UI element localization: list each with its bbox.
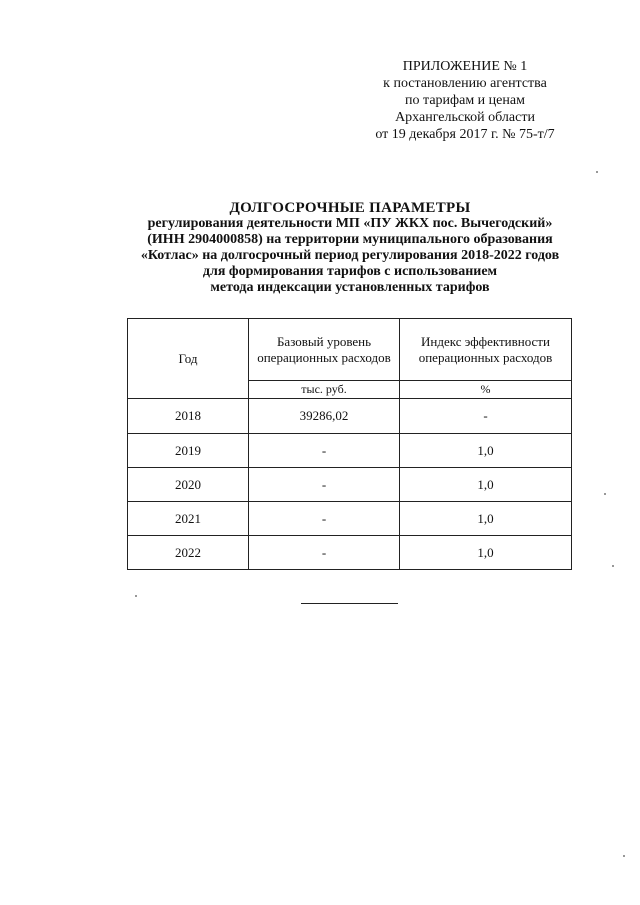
title-line-5: для формирования тарифов с использованием [202,264,498,279]
title-line-2: регулирования деятельности МП «ПУ ЖКХ пос. Вычегодский» [147,216,553,231]
closing-divider-line [301,603,398,604]
header-efficiency-line1: Индекс эффективности [421,333,550,349]
appendix-region-line: Архангельской области [395,110,535,125]
cell-base: - [249,434,400,468]
appendix-ref-line: к постановлению агентства [383,76,547,91]
header-base-line1: Базовый уровень [276,333,372,349]
document-title [100,200,600,296]
cell-year: 2019 [128,434,249,468]
table-header-row [128,319,572,381]
appendix-number: ПРИЛОЖЕНИЕ № 1 [402,59,528,74]
cell-year: 2021 [128,502,249,536]
unit-base-level: тыс. руб. [249,381,400,399]
cell-index: 1,0 [400,536,572,570]
cell-index: - [400,399,572,434]
header-year-label: Год [178,350,198,366]
cell-base: - [249,536,400,570]
cell-year: 2022 [128,536,249,570]
table-row [128,468,572,502]
cell-base: - [249,468,400,502]
cell-index: 1,0 [400,502,572,536]
title-line-4: «Котлас» на долгосрочный период регулирования 2018-2022 годов [140,248,560,263]
header-efficiency-index [400,319,572,381]
table-row [128,434,572,468]
scan-speck [623,855,625,857]
cell-year: 2018 [128,399,249,434]
appendix-header [350,58,580,143]
header-year [128,319,249,399]
cell-year: 2020 [128,468,249,502]
title-line-3: (ИНН 2904000858) на территории муниципального образования [147,232,553,247]
parameters-table [127,318,572,570]
scan-speck [596,171,598,173]
table-row [128,536,572,570]
header-base-level [249,319,400,381]
title-line-6: метода индексации установленных тарифов [210,280,490,295]
scan-speck [612,565,614,567]
table-row [128,399,572,434]
appendix-agency-line: по тарифам и ценам [405,93,525,108]
unit-efficiency: % [400,381,572,399]
header-efficiency-line2: операционных расходов [418,349,553,365]
title-main: ДОЛГОСРОЧНЫЕ ПАРАМЕТРЫ [229,200,471,216]
scan-speck [135,595,137,597]
header-base-line2: операционных расходов [257,349,391,365]
cell-base: - [249,502,400,536]
cell-index: 1,0 [400,468,572,502]
table-row [128,502,572,536]
appendix-date-line: от 19 декабря 2017 г. № 75-т/7 [375,127,555,142]
cell-base: 39286,02 [249,399,400,434]
scan-speck [604,493,606,495]
cell-index: 1,0 [400,434,572,468]
